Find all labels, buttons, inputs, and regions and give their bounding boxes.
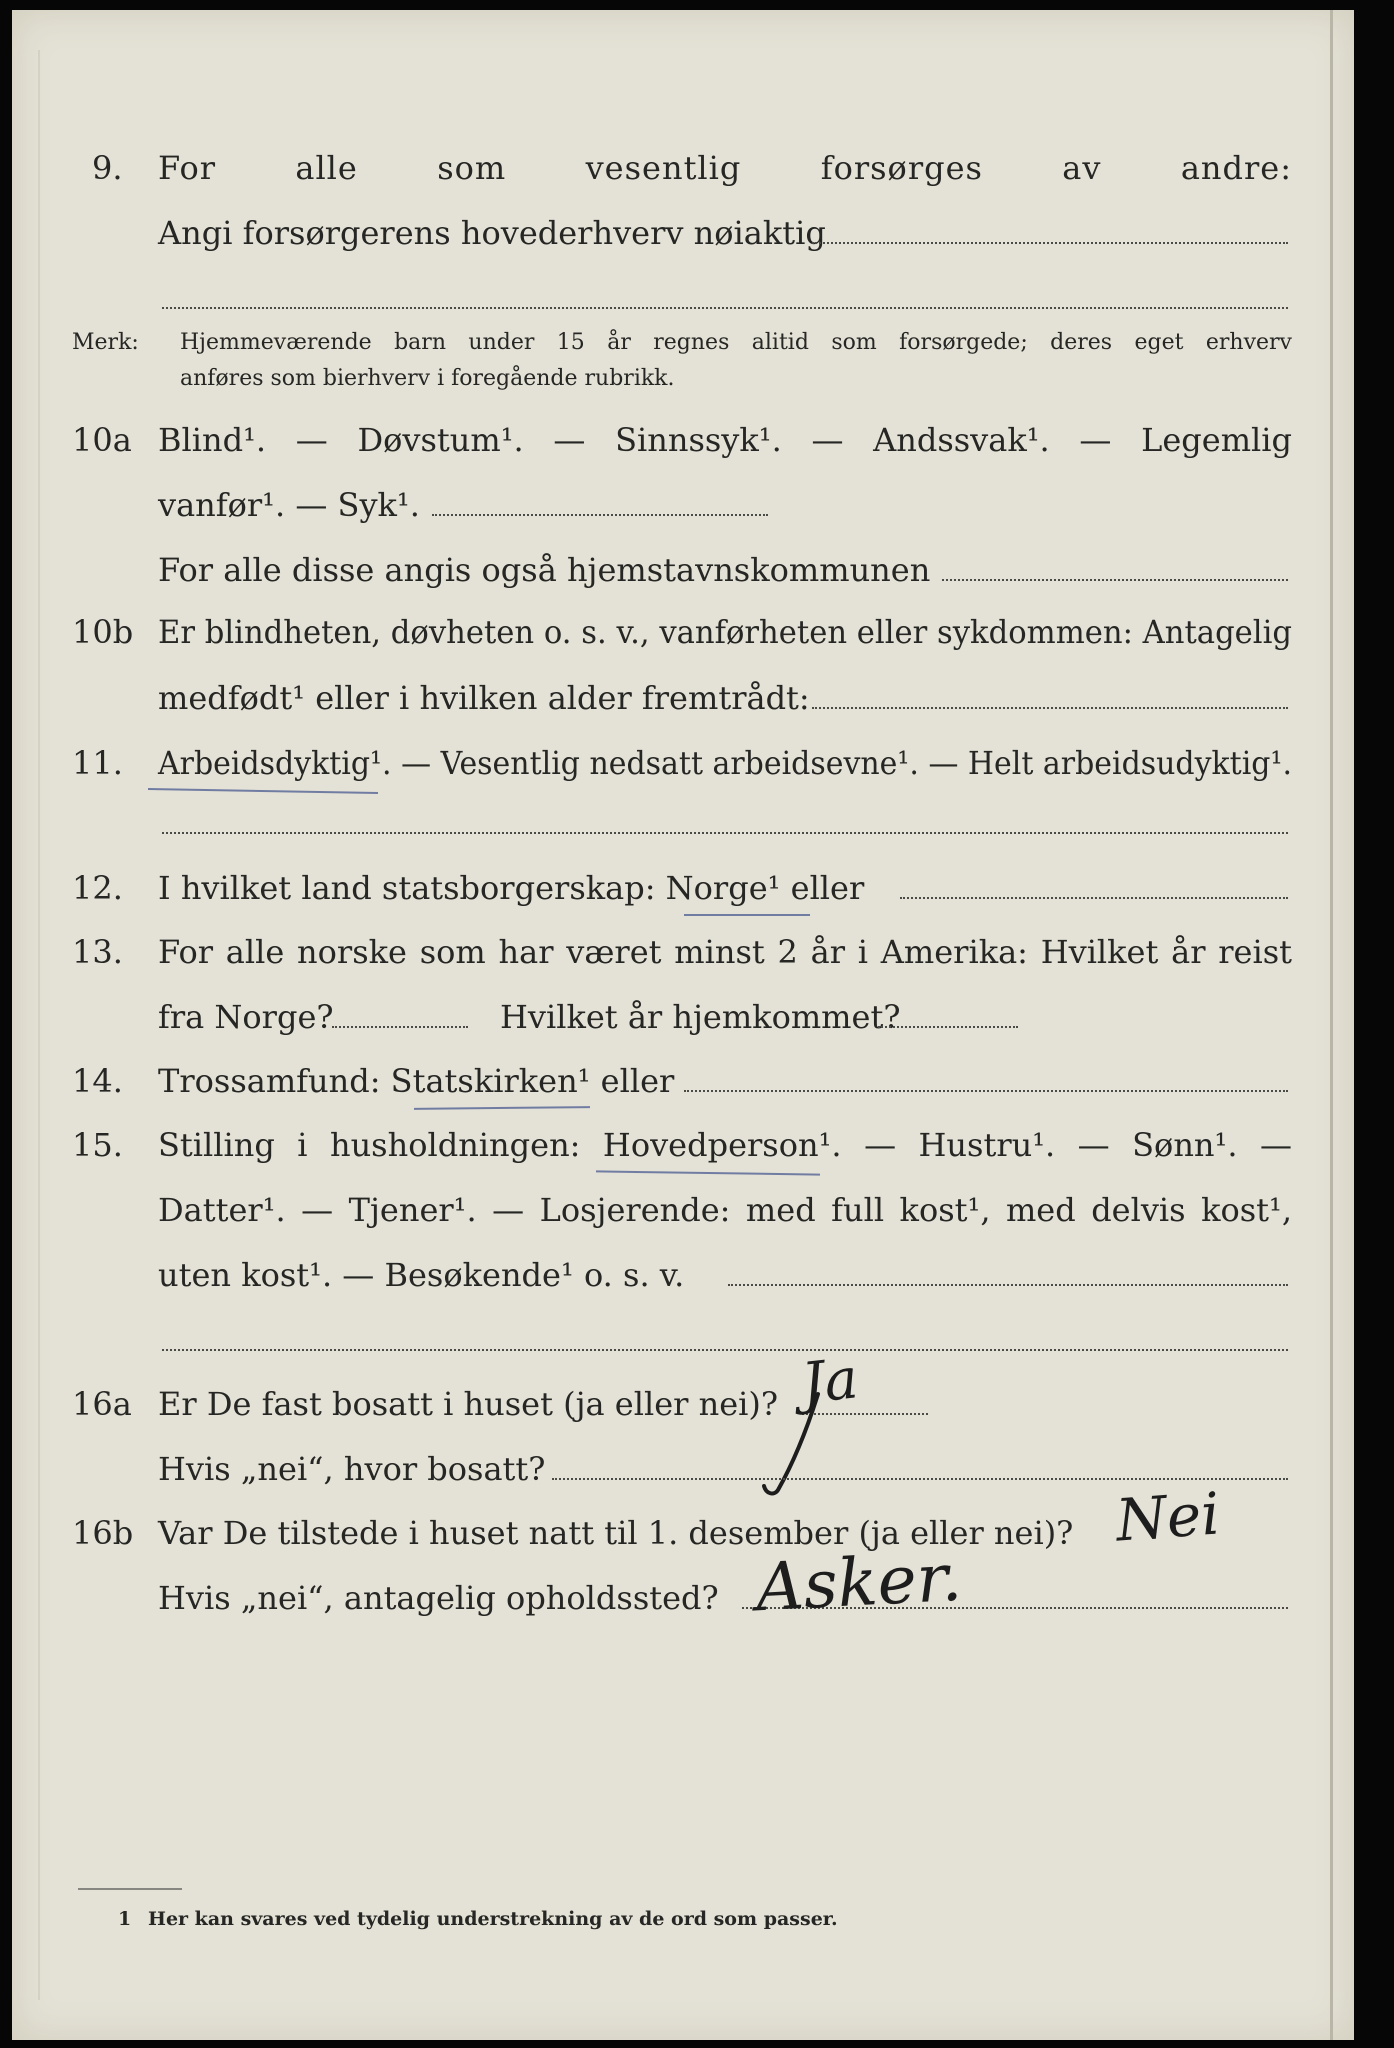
item-16a-number: 16a bbox=[72, 1385, 132, 1423]
handwritten-stroke-ja bbox=[756, 1390, 826, 1500]
footnote-text: Her kan svares ved tydelig understrekning av de ord som passer. bbox=[148, 1908, 838, 1930]
item-13-line-2b: Hvilket år hjemkommet? bbox=[500, 998, 901, 1036]
item-9-extra-line bbox=[162, 307, 1288, 309]
page-fold-line bbox=[1330, 10, 1333, 2040]
footnote-rule bbox=[78, 1888, 182, 1890]
item-13-hjemkommet-line bbox=[878, 1026, 1018, 1028]
item-15-answer-line bbox=[728, 1284, 1288, 1286]
handwritten-answer-ja: Ja bbox=[798, 1346, 862, 1417]
merk-line-2: anføres som bierhverv i foregående rubrikk. bbox=[180, 366, 675, 391]
item-12-answer-line bbox=[900, 897, 1288, 899]
item-11-number: 11. bbox=[72, 744, 123, 782]
item-16a-line-1: Er De fast bosatt i huset (ja eller nei)? bbox=[158, 1385, 779, 1423]
item-16b-number: 16b bbox=[72, 1514, 134, 1552]
item-9-answer-line bbox=[812, 242, 1288, 244]
item-10a-line-2: vanfør¹. — Syk¹. bbox=[158, 486, 420, 524]
item-16b-line-2: Hvis „nei“, antagelig opholdssted? bbox=[158, 1579, 719, 1617]
item-13-line-1: For alle norske som har været minst 2 år i Amerika: Hvilket år reist bbox=[158, 933, 1292, 971]
item-9-number: 9. bbox=[92, 149, 123, 187]
item-10b-answer-line bbox=[812, 707, 1288, 709]
item-16a-bosatt-line bbox=[552, 1478, 1288, 1480]
item-11-line-1: Arbeidsdyktig¹. — Vesentlig nedsatt arbeidsevne¹. — Helt arbeidsudyktig¹. bbox=[158, 744, 1292, 782]
handwritten-answer-nei: Nei bbox=[1113, 1479, 1222, 1555]
item-15-extra-line bbox=[162, 1349, 1288, 1351]
merk-line-1: Hjemmeværende barn under 15 år regnes alitid som forsørgede; deres eget erhverv bbox=[180, 330, 1292, 355]
item-16b-line-1: Var De tilstede i huset natt til 1. desember (ja eller nei)? bbox=[158, 1514, 1074, 1552]
item-14-number: 14. bbox=[72, 1062, 123, 1100]
item-14-line-1: Trossamfund: Statskirken¹ eller bbox=[158, 1062, 675, 1100]
merk-label: Merk: bbox=[72, 330, 139, 355]
item-10b-line-1: Er blindheten, døvheten o. s. v., vanførheten eller sykdommen: Antagelig bbox=[158, 613, 1292, 651]
underline-arbeidsdyktig bbox=[148, 788, 378, 794]
item-13-line-2a: fra Norge? bbox=[158, 998, 334, 1036]
item-15-line-3: uten kost¹. — Besøkende¹ o. s. v. bbox=[158, 1256, 685, 1294]
item-11-extra-line bbox=[162, 832, 1288, 834]
item-15-number: 15. bbox=[72, 1126, 123, 1164]
item-10b-number: 10b bbox=[72, 613, 134, 651]
underline-hovedperson bbox=[596, 1170, 820, 1175]
underline-statskirken bbox=[414, 1106, 590, 1110]
item-10a-line-3: For alle disse angis også hjemstavnskommunen bbox=[158, 551, 931, 589]
item-13-number: 13. bbox=[72, 933, 123, 971]
item-16a-line-2: Hvis „nei“, hvor bosatt? bbox=[158, 1450, 546, 1488]
handwritten-answer-asker: Asker. bbox=[754, 1538, 964, 1627]
census-form-page bbox=[12, 10, 1354, 2040]
item-9-line-1: For alle som vesentlig forsørges av andre: bbox=[158, 149, 1292, 187]
item-10a-hometown-line bbox=[942, 579, 1288, 581]
item-14-answer-line bbox=[684, 1090, 1288, 1092]
page-left-margin-line bbox=[38, 50, 40, 2000]
footnote-marker: 1 bbox=[118, 1908, 132, 1930]
item-10a-number: 10a bbox=[72, 421, 132, 459]
item-12-line-1: I hvilket land statsborgerskap: Norge¹ eller bbox=[158, 869, 865, 907]
item-15-line-1: Stilling i husholdningen: Hovedperson¹. — Hustru¹. — Sønn¹. — bbox=[158, 1126, 1292, 1164]
item-10a-answer-line bbox=[432, 514, 768, 516]
item-10a-line-1: Blind¹. — Døvstum¹. — Sinnssyk¹. — Andssvak¹. — Legemlig bbox=[158, 421, 1292, 459]
underline-norge bbox=[684, 914, 810, 916]
item-12-number: 12. bbox=[72, 869, 123, 907]
item-13-reist-line bbox=[332, 1026, 468, 1028]
item-10b-line-2: medfødt¹ eller i hvilken alder fremtrådt: bbox=[158, 679, 810, 717]
item-9-line-2: Angi forsørgerens hovederhverv nøiaktig bbox=[158, 214, 826, 252]
item-15-line-2: Datter¹. — Tjener¹. — Losjerende: med full kost¹, med delvis kost¹, bbox=[158, 1191, 1292, 1229]
